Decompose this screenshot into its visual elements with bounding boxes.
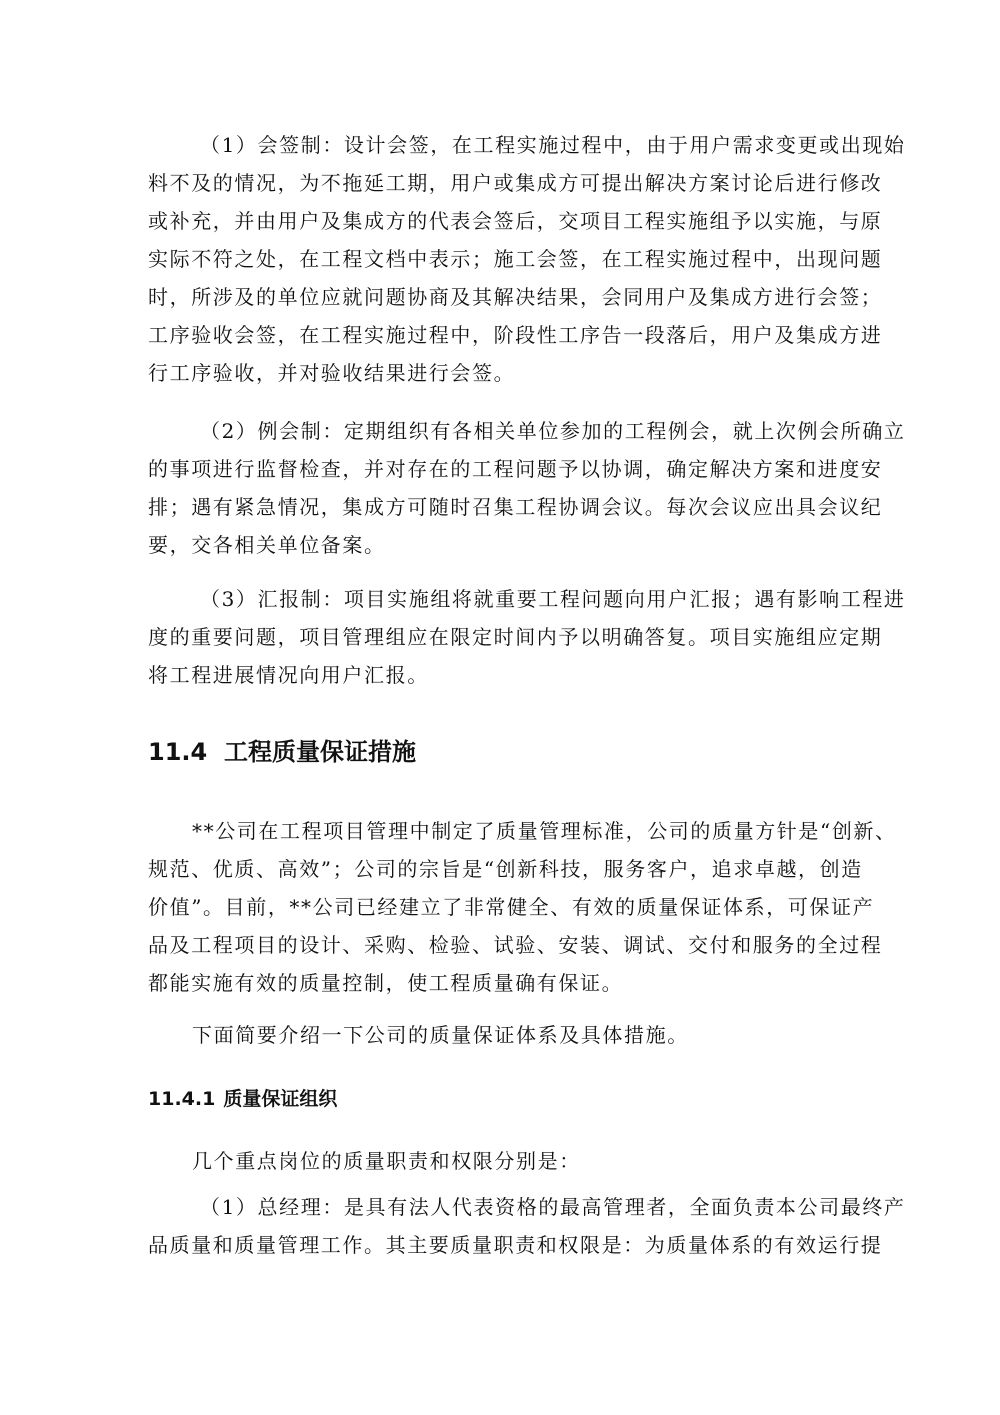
- text-line: （3）汇报制：项目实施组将就重要工程问题向用户汇报；遇有影响工程进: [200, 587, 906, 611]
- text-line: 度的重要问题，项目管理组应在限定时间内予以明确答复。项目实施组应定期: [148, 625, 883, 649]
- text-line: 规范、优质、高效”；公司的宗旨是“创新科技，服务客户，追求卓越，创造: [148, 857, 863, 881]
- text-line: 品及工程项目的设计、采购、检验、试验、安装、调试、交付和服务的全过程: [148, 933, 883, 957]
- paragraph-regular-meeting-system: [148, 412, 906, 564]
- text-line: 要，交各相关单位备案。: [148, 533, 386, 557]
- text-line: 时，所涉及的单位应就问题协商及其解决结果，会同用户及集成方进行会签；: [148, 285, 883, 309]
- text-line: （2）例会制：定期组织有各相关单位参加的工程例会，就上次例会所确立: [200, 419, 906, 443]
- paragraph-introduction: [148, 1016, 860, 1054]
- text-line: 的事项进行监督检查，并对存在的工程问题予以协调，确定解决方案和进度安: [148, 457, 883, 481]
- text-line: 行工序验收，并对验收结果进行会签。: [148, 361, 516, 385]
- text-line: 都能实施有效的质量控制，使工程质量确有保证。: [148, 971, 624, 995]
- paragraph-countersign-system: [148, 126, 906, 392]
- text-line: 或补充，并由用户及集成方的代表会签后，交项目工程实施组予以实施，与原: [148, 209, 883, 233]
- text-line: 几个重点岗位的质量职责和权限分别是：: [192, 1149, 581, 1173]
- text-line: 将工程进展情况向用户汇报。: [148, 663, 429, 687]
- text-line: 品质量和质量管理工作。其主要质量职责和权限是：为质量体系的有效运行提: [148, 1233, 883, 1257]
- section-heading-11-4: [148, 732, 416, 767]
- section-title: 工程质量保证措施: [224, 738, 416, 766]
- paragraph-reporting-system: [148, 580, 906, 694]
- text-line: 下面简要介绍一下公司的质量保证体系及具体措施。: [192, 1023, 689, 1047]
- text-line: 工序验收会签，在工程实施过程中，阶段性工序告一段落后，用户及集成方进: [148, 323, 883, 347]
- text-line: （1）总经理：是具有法人代表资格的最高管理者，全面负责本公司最终产: [200, 1195, 906, 1219]
- section-number: 11.4: [148, 738, 208, 766]
- paragraph-key-positions: [148, 1142, 860, 1180]
- text-line: 实际不符之处，在工程文档中表示；施工会签，在工程实施过程中，出现问题: [148, 247, 883, 271]
- subsection-number: 11.4.1: [148, 1088, 216, 1110]
- text-line: （1）会签制：设计会签，在工程实施过程中，由于用户需求变更或出现始: [200, 133, 906, 157]
- text-line: 料不及的情况，为不拖延工期，用户或集成方可提出解决方案讨论后进行修改: [148, 171, 883, 195]
- subsection-title: 质量保证组织: [223, 1088, 338, 1110]
- paragraph-general-manager: [148, 1188, 906, 1264]
- paragraph-quality-policy: [148, 812, 897, 1002]
- subsection-heading-11-4-1: [148, 1084, 337, 1111]
- text-line: **公司在工程项目管理中制定了质量管理标准，公司的质量方针是“创新、: [192, 819, 897, 843]
- text-line: 排；遇有紧急情况，集成方可随时召集工程协调会议。每次会议应出具会议纪: [148, 495, 883, 519]
- text-line: 价值”。目前，**公司已经建立了非常健全、有效的质量保证体系，可保证产: [148, 895, 875, 919]
